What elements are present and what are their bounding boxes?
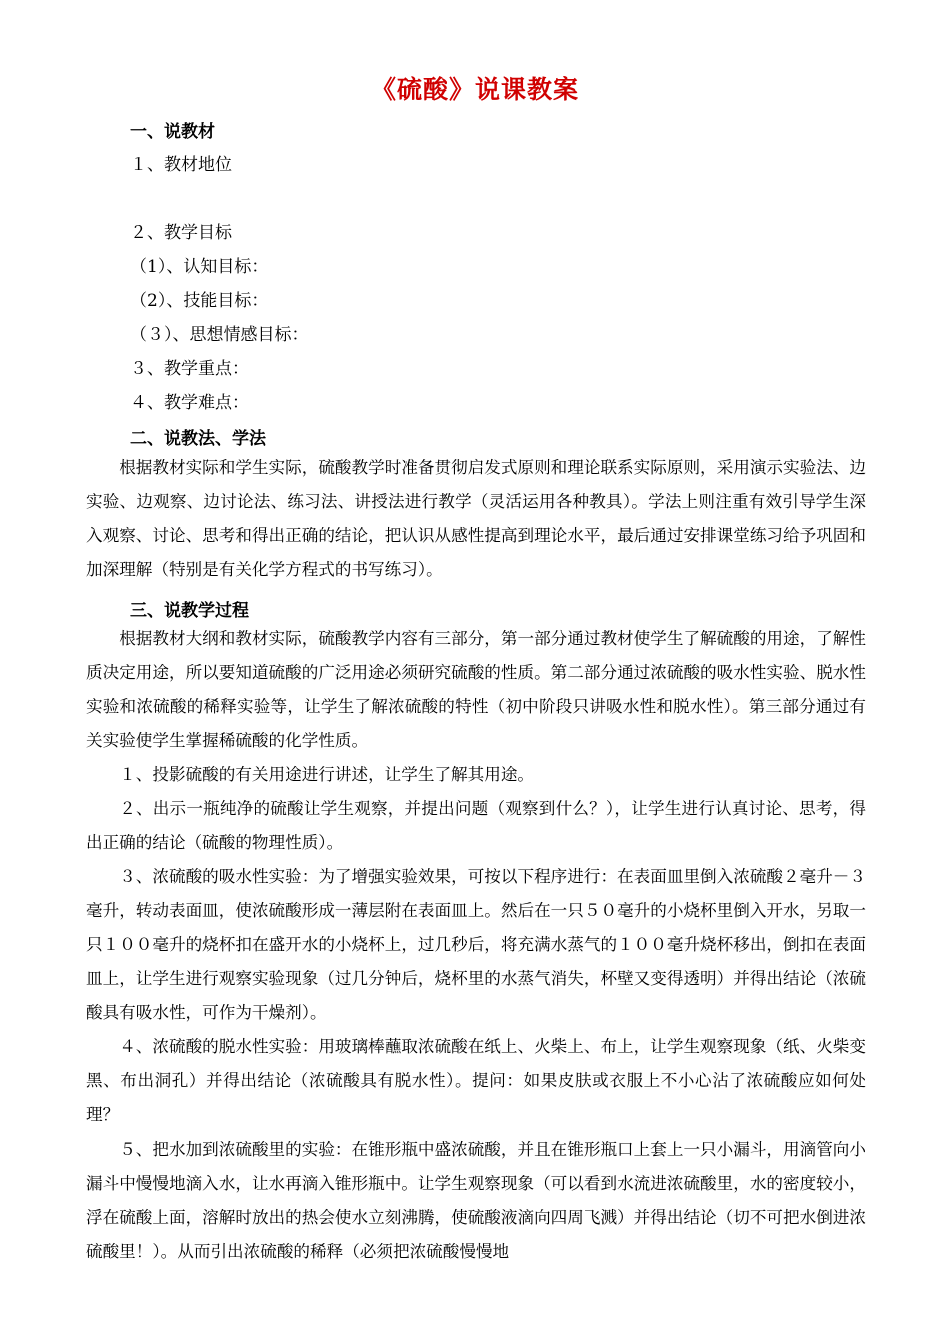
page-title: 《硫酸》说课教案 xyxy=(370,75,579,104)
item-key-points: ３、教学重点： xyxy=(130,359,249,379)
section-2-paragraph: 根据教材实际和学生实际，硫酸教学时准备贯彻启发式原则和理论联系实际原则，采用演示实验法、边实验、边观察、边讨论法、练习法、讲授法进行教学（灵活运用各种教具）。学法上则注重有效引导学生深入观察、讨论、思考和得出正确的结论，把认识从感性提高到理论水平，最后通过安排课堂练习给予巩固和加深理解（特别是有关化学方程式的书写练习）。 xyxy=(86,458,866,579)
item-skill-goal: （2）、技能目标： xyxy=(130,291,269,311)
section-1-heading: 一、说教材 xyxy=(130,122,215,142)
section-3-intro: 根据教材大纲和教材实际，硫酸教学内容有三部分，第一部分通过教材使学生了解硫酸的用途，了解性质决定用途，所以要知道硫酸的广泛用途必须研究硫酸的性质。第二部分通过浓硫酸的吸水性实验、脱水性实验和浓硫酸的稀释实验等，让学生了解浓硫酸的特性（初中阶段只讲吸水性和脱水性）。第三部分通过有关实验使学生掌握稀硫酸的化学性质。 xyxy=(86,629,866,750)
step-1: １、投影硫酸的有关用途进行讲述，让学生了解其用途。 xyxy=(119,765,535,784)
step-2: ２、出示一瓶纯净的硫酸让学生观察，并提出问题（观察到什么？），让学生进行认真讨论、思考，得出正确的结论（硫酸的物理性质）。 xyxy=(86,799,866,852)
step-3: ３、浓硫酸的吸水性实验：为了增强实验效果，可按以下程序进行：在表面皿里倒入浓硫酸２毫升－３毫升，转动表面皿，使浓硫酸形成一薄层附在表面皿上。然后在一只５０毫升的小烧杯里倒入开水，另取一只１００毫升的烧杯扣在盛开水的小烧杯上，过几秒后，将充满水蒸气的１００毫升烧杯移出，倒扣在表面皿上，让学生进行观察实验现象（过几分钟后，烧杯里的水蒸气消失，杯壁又变得透明）并得出结论（浓硫酸具有吸水性，可作为干燥剂）。 xyxy=(86,867,866,1022)
item-emotion-goal: （３）、思想情感目标： xyxy=(130,325,309,345)
step-5: ５、把水加到浓硫酸里的实验：在锥形瓶中盛浓硫酸，并且在锥形瓶口上套上一只小漏斗，用滴管向小漏斗中慢慢地滴入水，让水再滴入锥形瓶中。让学生观察现象（可以看到水流进浓硫酸里，水的密度较小，浮在硫酸上面，溶解时放出的热会使水立刻沸腾，使硫酸液滴向四周飞溅）并得出结论（切不可把水倒进浓硫酸里！）。从而引出浓硫酸的稀释（必须把浓硫酸慢慢地 xyxy=(86,1140,866,1261)
item-teaching-goals: ２、教学目标 xyxy=(130,223,232,243)
section-2-heading: 二、说教法、学法 xyxy=(130,429,266,449)
item-textbook-position: １、教材地位 xyxy=(130,155,232,175)
item-difficulties: ４、教学难点： xyxy=(130,393,249,413)
item-cognitive-goal: （1）、认知目标： xyxy=(130,257,269,277)
step-4: ４、浓硫酸的脱水性实验：用玻璃棒蘸取浓硫酸在纸上、火柴上、布上，让学生观察现象（纸、火柴变黑、布出洞孔）并得出结论（浓硫酸具有脱水性）。提问：如果皮肤或衣服上不小心沾了浓硫酸应如何处理？ xyxy=(86,1037,866,1124)
section-3-heading: 三、说教学过程 xyxy=(130,601,249,621)
